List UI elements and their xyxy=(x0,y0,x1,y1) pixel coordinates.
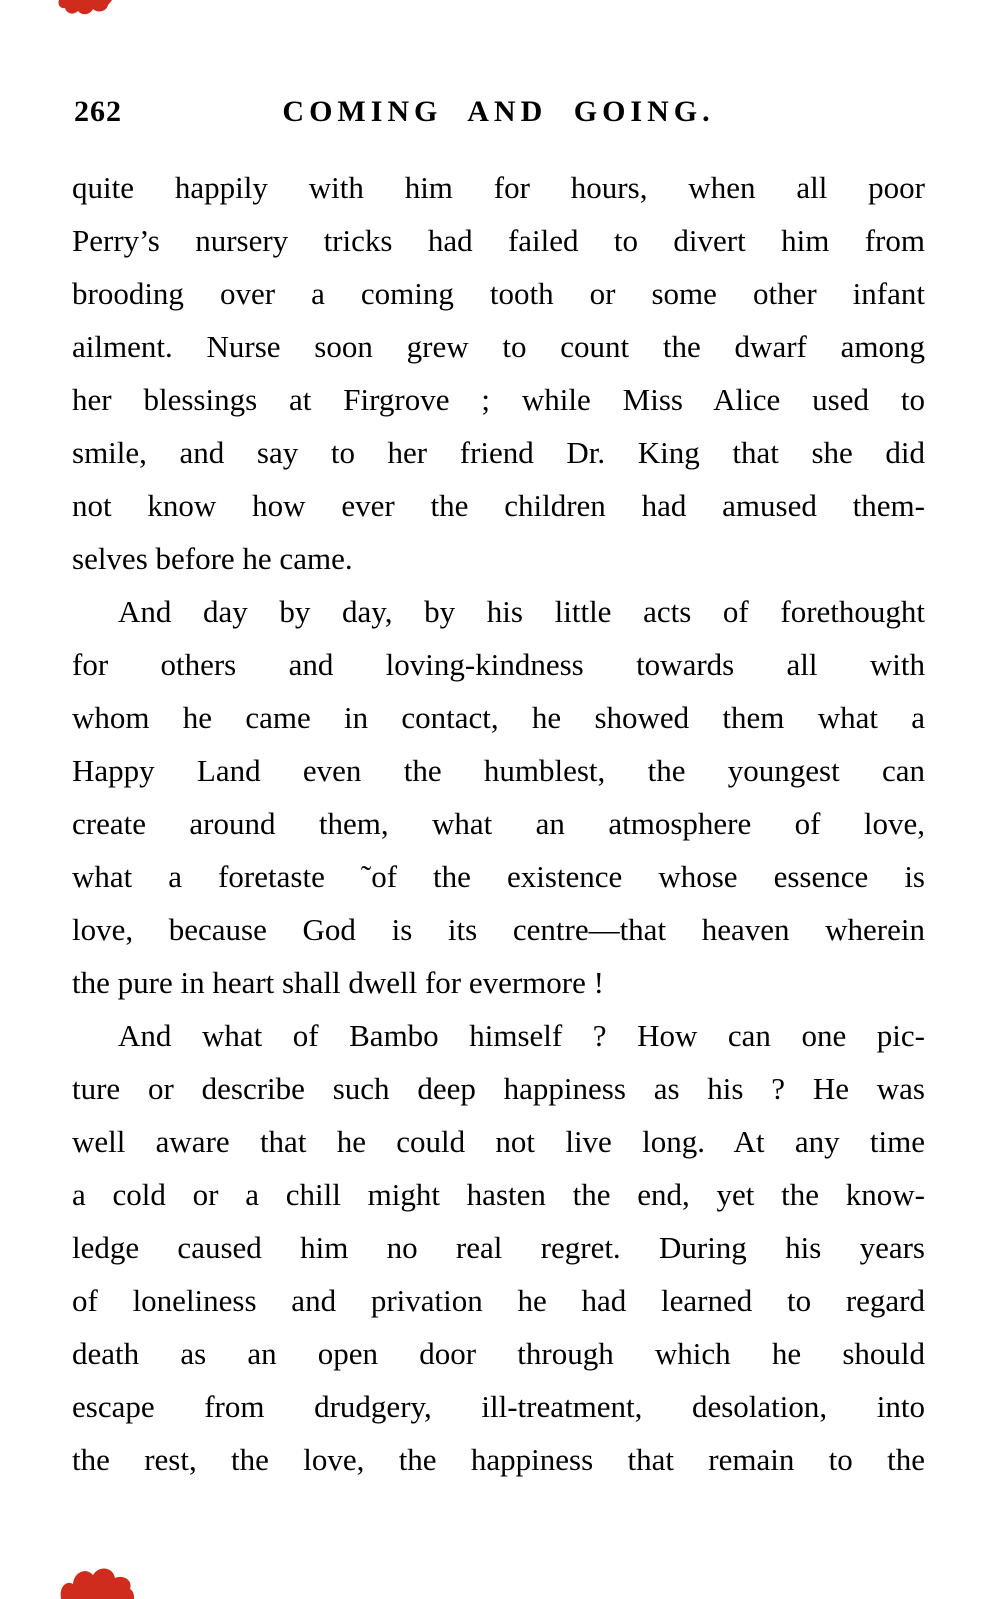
paragraph xyxy=(72,1009,925,1486)
text-line: love, because God is its centre—that heaven wherein xyxy=(72,912,925,947)
text-line: Perry’s nursery tricks had failed to divert him from xyxy=(72,223,925,258)
text-line: brooding over a coming tooth or some other infant xyxy=(72,276,925,311)
text-line: selves before he came. xyxy=(72,541,353,576)
text-line: And what of Bambo himself ? How can one pic- xyxy=(118,1018,925,1053)
text-line: her blessings at Firgrove ; while Miss Alice used to xyxy=(72,382,925,417)
text-line: create around them, what an atmosphere of love, xyxy=(72,806,925,841)
text-line: for others and loving-kindness towards all with xyxy=(72,647,925,682)
text-line: the rest, the love, the happiness that remain to the xyxy=(72,1442,925,1477)
text-line: a cold or a chill might hasten the end, yet the know- xyxy=(72,1177,925,1212)
text-line: the pure in heart shall dwell for evermore ! xyxy=(72,965,604,1000)
paragraph xyxy=(72,161,925,585)
text-line: of loneliness and privation he had learned to regard xyxy=(72,1283,925,1318)
text-line: Happy Land even the humblest, the youngest can xyxy=(72,753,925,788)
text-line: smile, and say to her friend Dr. King that she did xyxy=(72,435,925,470)
page-header xyxy=(72,95,925,135)
body-text xyxy=(72,161,925,1486)
text-line: ture or describe such deep happiness as his ? He was xyxy=(72,1071,925,1106)
text-line: escape from drudgery, ill-treatment, desolation, into xyxy=(72,1389,925,1424)
text-line: ledge caused him no real regret. During his years xyxy=(72,1230,925,1265)
text-line: death as an open door through which he should xyxy=(72,1336,925,1371)
text-line: not know how ever the children had amused them- xyxy=(72,488,925,523)
text-line: whom he came in contact, he showed them what a xyxy=(72,700,925,735)
paragraph xyxy=(72,585,925,1009)
running-title: COMING AND GOING. xyxy=(282,95,715,128)
page-number: 262 xyxy=(74,95,122,128)
text-line: well aware that he could not live long. At any time xyxy=(72,1124,925,1159)
text-line: ailment. Nurse soon grew to count the dwarf among xyxy=(72,329,925,364)
red-ink-stain-bottom-icon xyxy=(57,1563,137,1599)
text-line: And day by day, by his little acts of forethought xyxy=(118,594,925,629)
red-ink-stain-top-icon xyxy=(57,0,115,18)
text-line: quite happily with him for hours, when all poor xyxy=(72,170,925,205)
text-line: what a foretaste ˜of the existence whose essence is xyxy=(72,859,925,894)
